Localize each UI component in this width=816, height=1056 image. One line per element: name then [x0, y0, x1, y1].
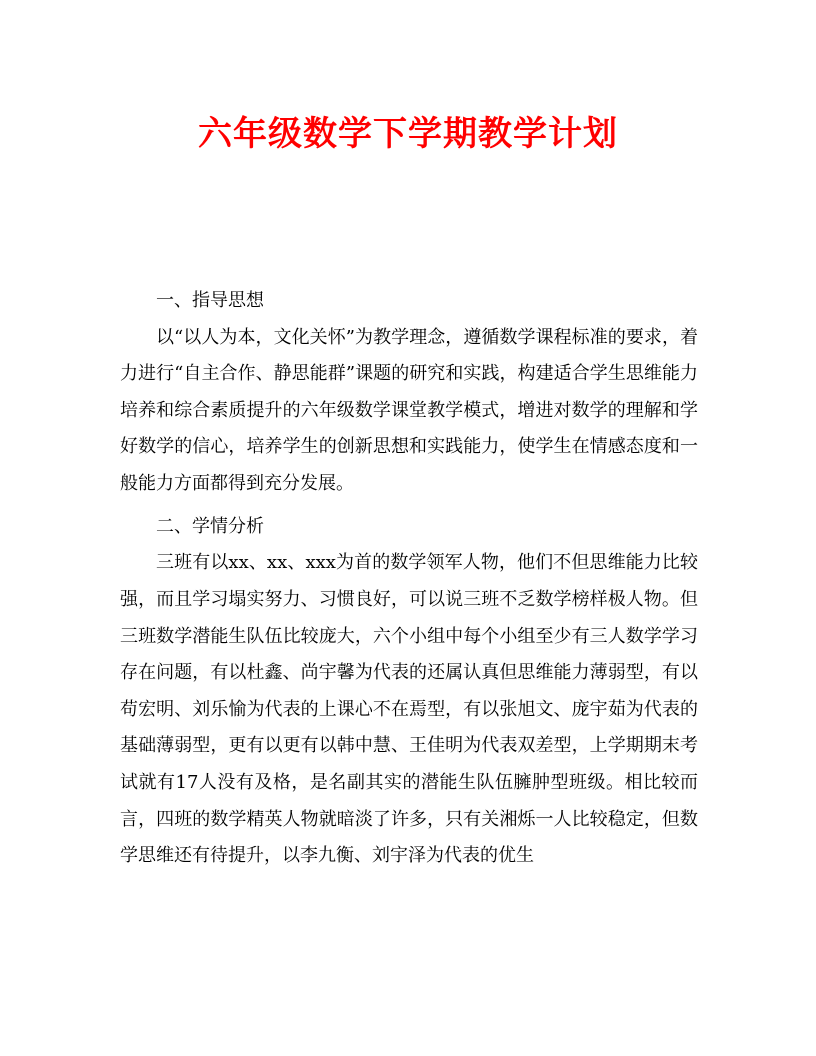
section-paragraph-student-analysis: 三班有以xx、xx、xxx为首的数学领军人物，他们不但思维能力比较强，而且学习塌实努力、习惯良好，可以说三班不乏数学榜样极人物。但三班数学潜能生队伍比较庞大，六个小组中每个小组至少有三人数学学习存在问题，有以杜鑫、尚宇馨为代表的还属认真但思维能力薄弱型，有以苟宏明、刘乐愉为代表的上课心不在焉型，有以张旭文、庞宇茹为代表的基础薄弱型，更有以更有以韩中慧、王佳明为代表双差型，上学期期末考试就有17人没有及格，是名副其实的潜能生队伍臃肿型班级。相比较而言，四班的数学精英人物就暗淡了许多，只有关湘烁一人比较稳定，但数学思维还有待提升，以李九衡、刘宇泽为代表的优生: [120, 552, 698, 867]
section-heading-student-analysis: 二、学情分析: [156, 515, 264, 537]
section-heading-guiding-ideology: 一、指导思想: [156, 290, 264, 311]
section-paragraph-guiding-ideology: 以“以人为本，文化关怀”为教学理念，遵循数学课程标准的要求，着力进行“自主合作、静思能群”课题的研究和实践，构建适合学生思维能力培养和综合素质提升的六年级数学课堂教学模式，增进对数学的理解和学好数学的信心，培养学生的创新思想和实践能力，使学生在情感态度和一般能力方面都得到充分发展。: [120, 326, 698, 494]
document-title: 六年级数学下学期教学计划: [198, 114, 618, 154]
document-body: [120, 283, 698, 875]
